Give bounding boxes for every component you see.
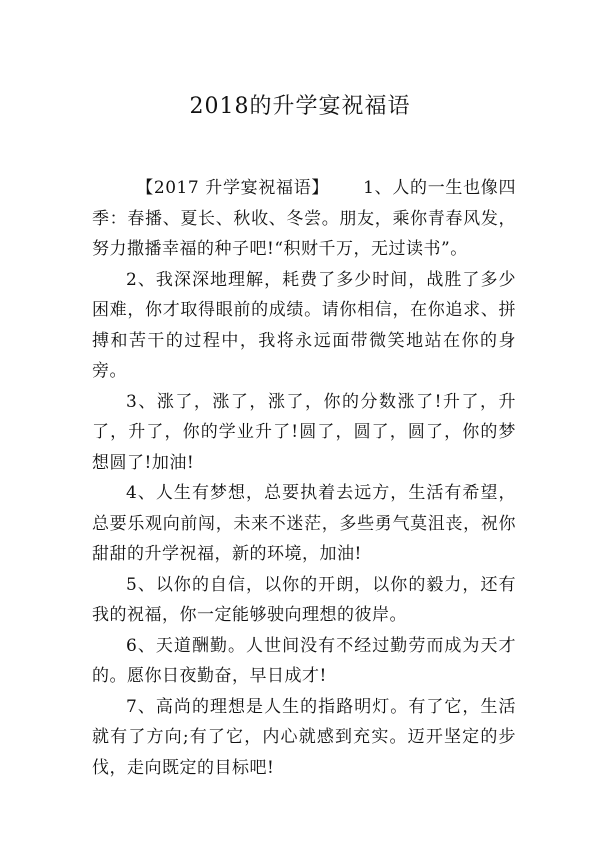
paragraph-6: 6、天道酬勤。人世间没有不经过勤劳而成为天才的。愿你日夜勤奋，早日成才! xyxy=(92,635,516,686)
paragraph-3: 3、涨了，涨了，涨了，你的分数涨了!升了，升了，升了，你的学业升了!圆了，圆了，圆了，你的梦想圆了!加油! xyxy=(92,391,516,473)
paragraph-text: 1、人的一生也像四季：春播、夏长、秋收、冬尝。朋友，乘你青春风发，努力撒播幸福的种子吧!“积财千万，无过读书”。 xyxy=(92,178,516,259)
paragraph-4: 4、人生有梦想，总要执着去远方，生活有希望，总要乐观向前闯，未来不迷茫，多些勇气莫沮丧，祝你甜甜的升学祝福，新的环境，加油! xyxy=(92,483,516,564)
paragraph-5: 5、以你的自信，以你的开朗，以你的毅力，还有我的祝福，你一定能够驶向理想的彼岸。 xyxy=(92,574,516,625)
paragraph-2: 2、我深深地理解，耗费了多少时间，战胜了多少困难，你才取得眼前的成绩。请你相信，在你追求、拼搏和苦干的过程中，我将永远面带微笑地站在你的身旁。 xyxy=(92,269,516,381)
paragraph-7: 7、高尚的理想是人生的指路明灯。有了它，生活就有了方向;有了它，内心就感到充实。迈开坚定的步伐，走向既定的目标吧! xyxy=(92,696,516,778)
paragraph-1 xyxy=(92,173,516,265)
paragraph-lead: 【2017 升学宴祝福语】 xyxy=(136,178,330,198)
document-body xyxy=(92,173,516,783)
page-title: 2018的升学宴祝福语 xyxy=(189,93,411,119)
